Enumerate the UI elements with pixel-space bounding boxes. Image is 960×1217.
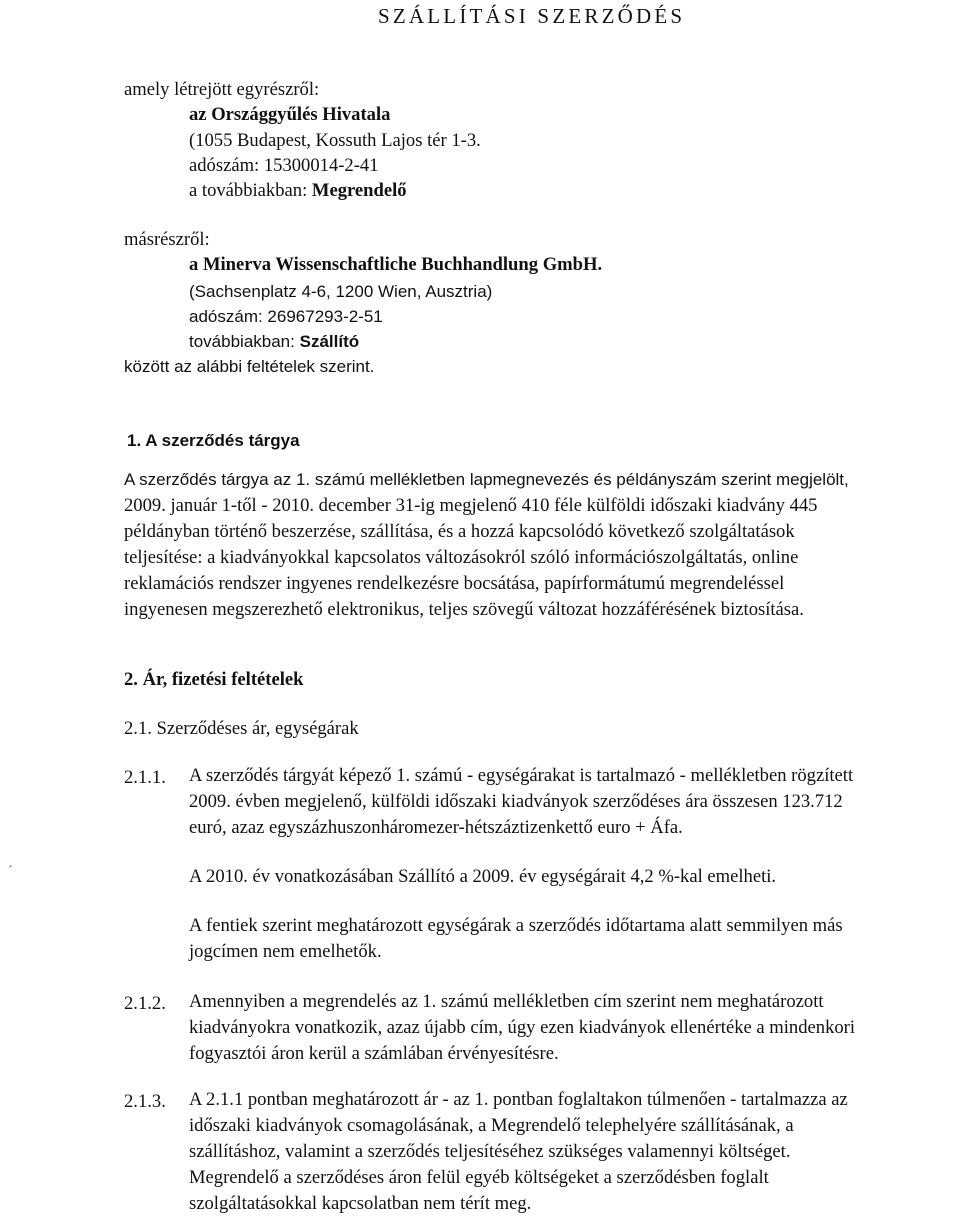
parties-other-intro: másrészről: [124, 229, 210, 250]
section2-1-heading: 2.1. Szerződéses ár, egységárak [124, 718, 359, 739]
item-line: időszaki kiadványok csomagolásának, a Megrendelő telephelyére szállításának, a [189, 1115, 794, 1136]
item-line: szállításhoz, valamint a szerződés teljesítéséhez szükséges valamennyi költséget. [189, 1141, 791, 1162]
item-2-1-1-body [189, 763, 955, 841]
section1-body [124, 467, 955, 623]
item-number: 2.1.3. [124, 1091, 166, 1112]
item-line: A szerződés tárgyát képező 1. számú - egységárakat is tartalmazó - mellékletben rögzített [189, 765, 854, 786]
party1-role: Megrendelő [311, 180, 407, 201]
item-2-1-2-body [189, 989, 955, 1067]
item-line: 2009. évben megjelenő, külföldi időszaki kiadványok szerződéses ára összesen 123.712 [189, 791, 843, 812]
section1-line: reklamációs rendszer ingyenes rendelkezésre bocsátása, papírformátumú megrendeléssel [124, 573, 785, 594]
section1-line: példányban történő beszerzése, szállítása, és a hozzá kapcsolódó következő szolgáltatások [124, 521, 795, 542]
item-2-1-3-body [189, 1087, 955, 1217]
party1-name: az Országgyűlés Hivatala [189, 104, 391, 125]
party1-role-prefix: a továbbiakban: [189, 180, 308, 201]
scan-mark: ˊ [8, 864, 13, 879]
item-line: Amennyiben a megrendelés az 1. számú mellékletben cím szerint nem meghatározott [189, 991, 824, 1012]
section1-line: 2009. január 1-től - 2010. december 31-ig megjelenő 410 féle külföldi időszaki kiadvány 445 [124, 495, 818, 516]
party2-role-line [189, 330, 359, 353]
section1-line: A szerződés tárgya az 1. számú mellékletben lapmegnevezés és példányszám szerint megjelölt, [124, 470, 849, 489]
party2-name: a Minerva Wissenschaftliche Buchhandlung GmbH. [189, 254, 603, 275]
item-2-1-1-para3 [189, 913, 955, 965]
item-line: jogcímen nem emelhetők. [189, 941, 382, 962]
document-title: SZÁLLÍTÁSI SZERZŐDÉS [378, 4, 686, 28]
section2-heading: 2. Ár, fizetési feltételek [124, 669, 304, 690]
item-line: fogyasztói áron kerül a számlában érvényesítésre. [189, 1043, 559, 1064]
parties-closing: között az alábbi feltételek szerint. [124, 357, 375, 376]
party1-address: (1055 Budapest, Kossuth Lajos tér 1-3. [189, 130, 481, 151]
party2-tax-number: adószám: 26967293-2-51 [189, 307, 383, 326]
item-2-1-1-para2: A 2010. év vonatkozásában Szállító a 2009. év egységárait 4,2 %-kal emelheti. [189, 866, 777, 887]
party2-role: Szállító [299, 332, 360, 351]
section1-line: ingyenesen megszerezhető elektronikus, teljes szövegű változat hozzáférésének biztosítása. [124, 599, 804, 620]
party1-role-line [189, 179, 407, 202]
item-line: A 2.1.1 pontban meghatározott ár - az 1. pontban foglaltakon túlmenően - tartalmazza az [189, 1089, 848, 1110]
party2-address: (Sachsenplatz 4-6, 1200 Wien, Ausztria) [189, 282, 493, 301]
item-line: kiadványokra vonatkozik, azaz újabb cím, úgy ezen kiadványok ellenértéke a mindenkori [189, 1017, 856, 1038]
item-number: 2.1.2. [124, 993, 166, 1014]
item-line: szolgáltatásokkal kapcsolatban nem térít meg. [189, 1193, 532, 1214]
section1-line: teljesítése: a kiadványokkal kapcsolatos változásokról szóló információszolgáltatás, online [124, 547, 799, 568]
item-number: 2.1.1. [124, 767, 166, 788]
section1-heading: 1. A szerződés tárgya [127, 431, 300, 450]
item-line: Megrendelő a szerződéses áron felül egyéb költségeket a szerződésben foglalt [189, 1167, 769, 1188]
parties-intro: amely létrejött egyrészről: [124, 79, 320, 100]
party2-role-prefix: továbbiakban: [189, 332, 295, 351]
party1-tax-number: adószám: 15300014-2-41 [189, 155, 379, 176]
item-line: A fentiek szerint meghatározott egységárak a szerződés időtartama alatt semmilyen más [189, 915, 843, 936]
item-line: euró, azaz egyszázhuszonháromezer-hétszáztizenkettő euro + Áfa. [189, 817, 683, 838]
